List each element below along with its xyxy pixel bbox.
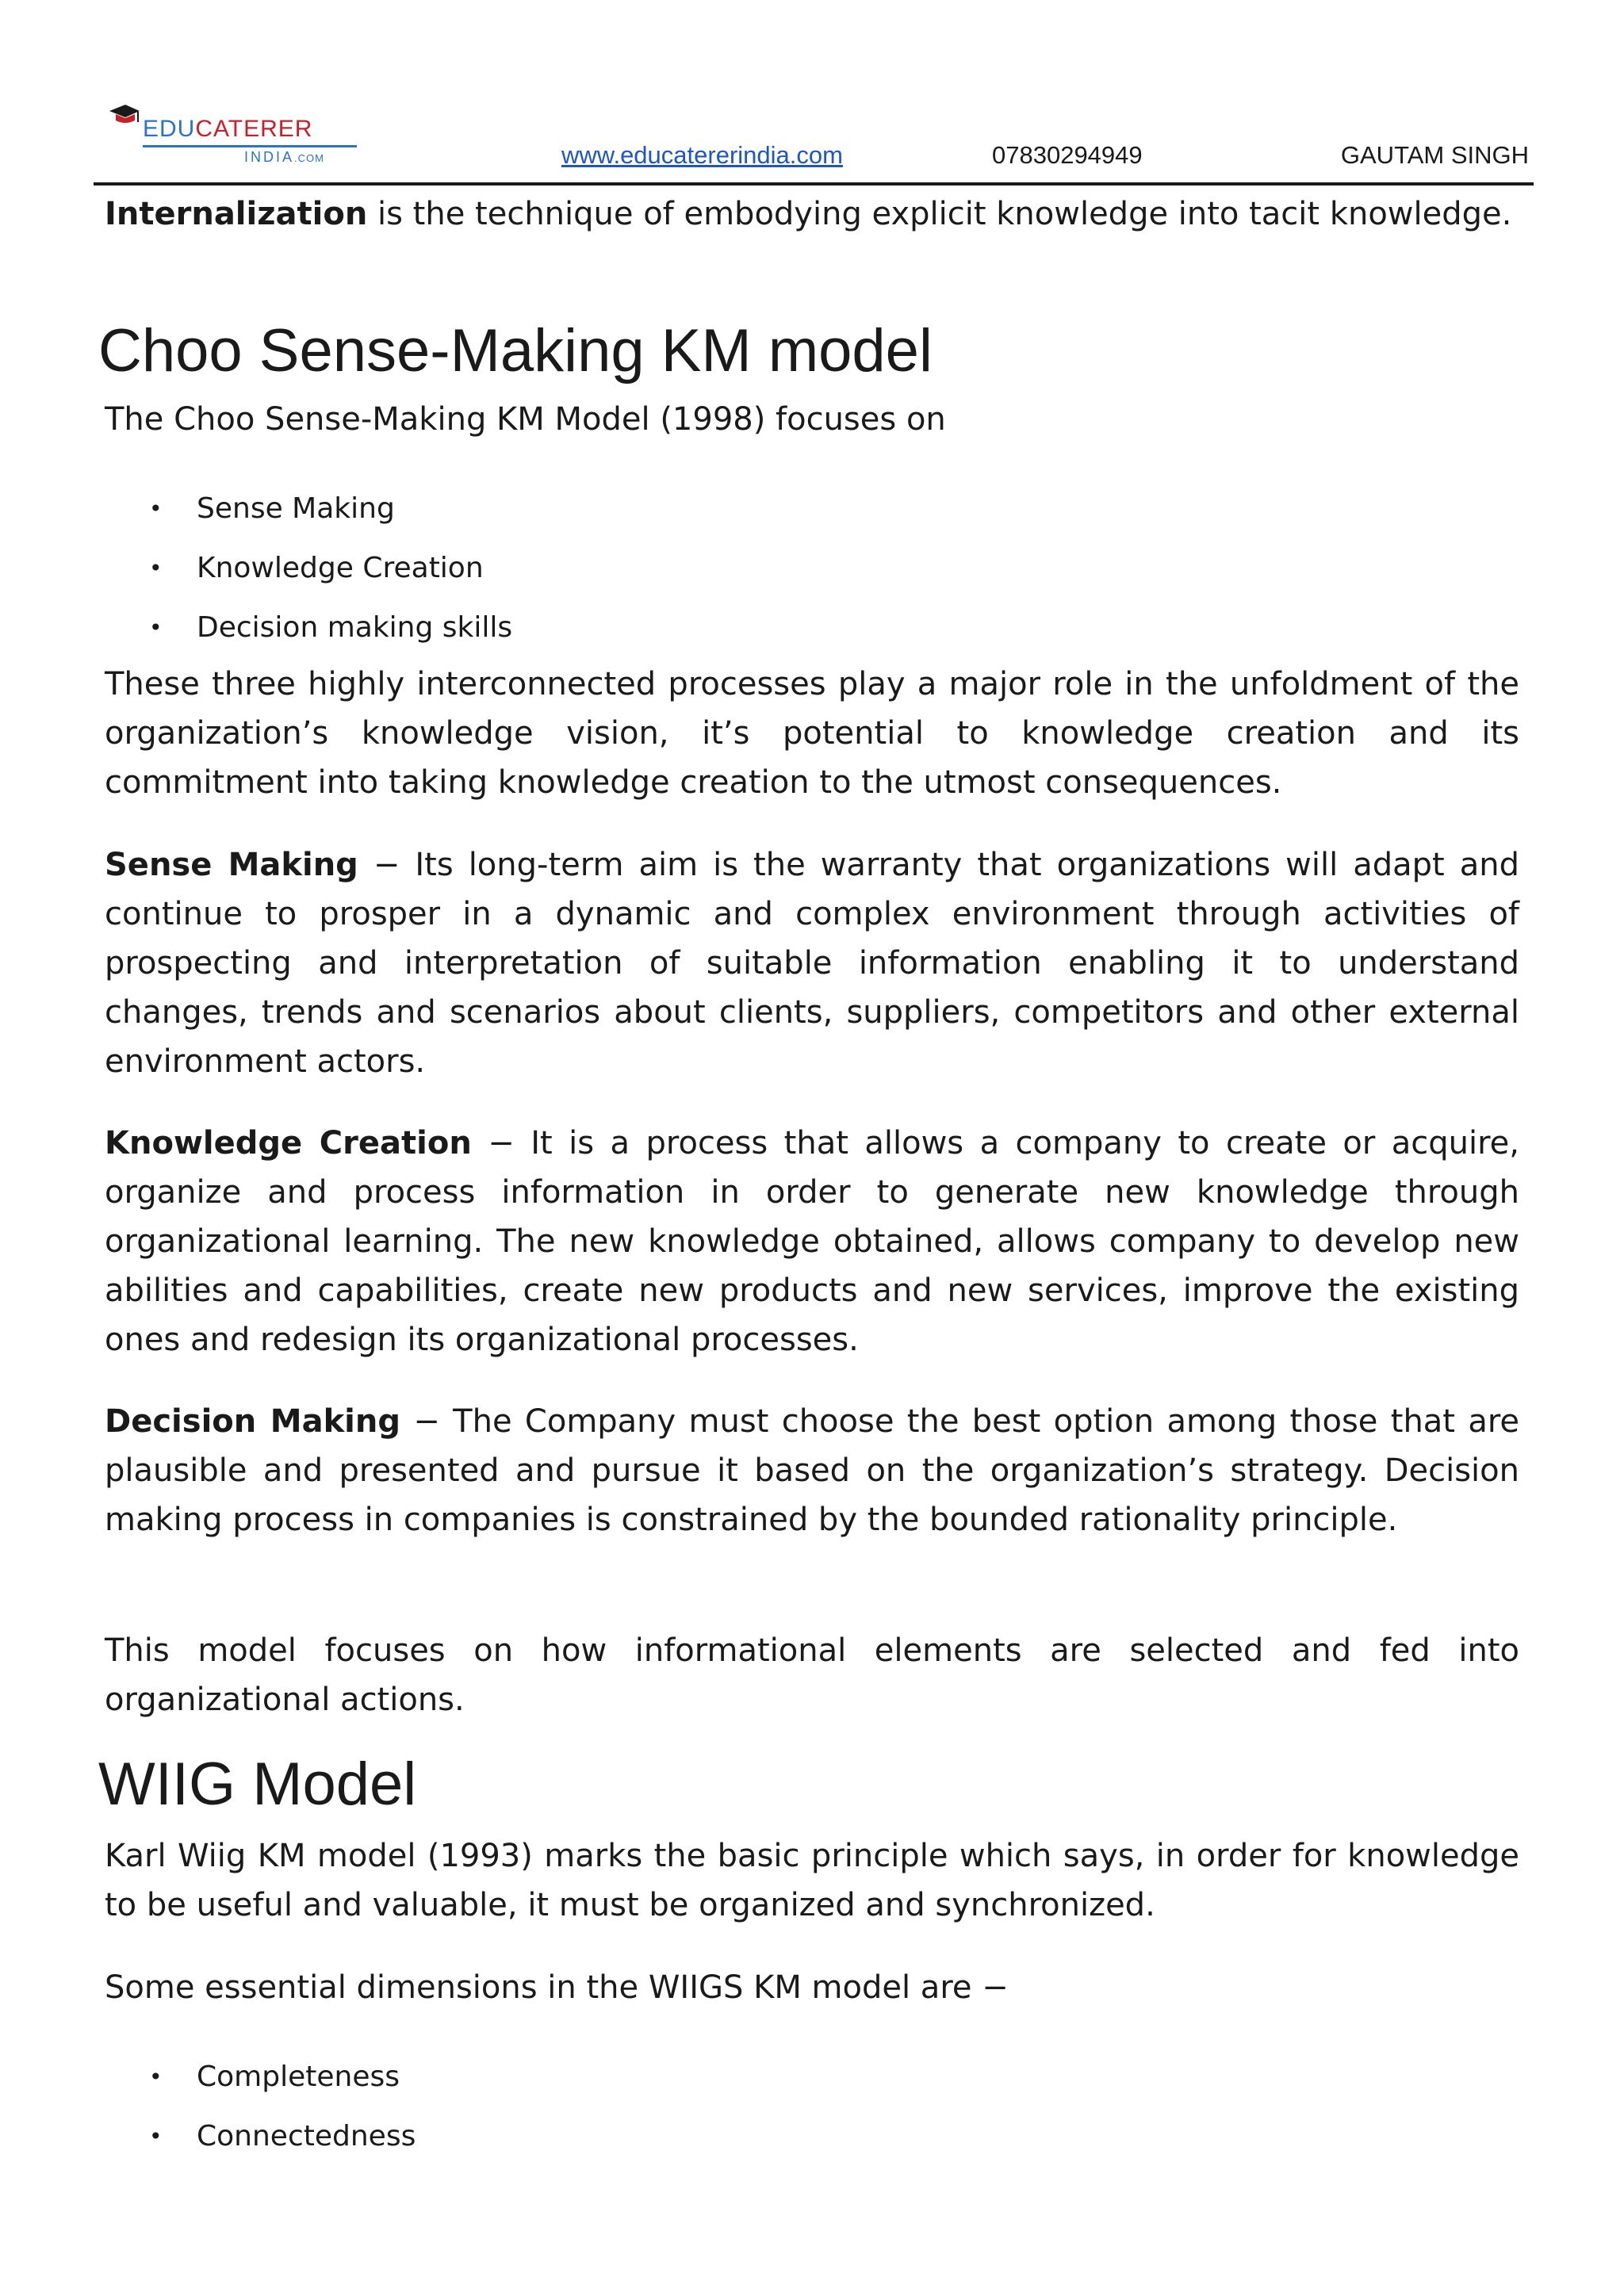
- logo-underline: [143, 145, 357, 147]
- list-item: • Knowledge Creation: [105, 546, 512, 606]
- graduation-cap-icon: [108, 103, 141, 127]
- logo-wordmark: EDUCATERER: [143, 116, 313, 142]
- bullet-icon: •: [149, 2064, 163, 2090]
- bullet-icon: •: [149, 496, 163, 522]
- knowledge-creation-term: Knowledge Creation: [105, 1125, 472, 1161]
- educaterer-logo: [102, 100, 371, 171]
- sense-making-term: Sense Making: [105, 847, 358, 883]
- internalization-term: Internalization: [105, 196, 368, 232]
- list-item: • Sense Making: [105, 487, 512, 546]
- website-link[interactable]: www.educatererindia.com: [561, 141, 843, 169]
- bullet-icon: •: [149, 2123, 163, 2149]
- sense-making-paragraph: Sense Making − Its long-term aim is the warranty that organizations will adapt and continue to prosper in a dynamic and complex environment through activities of prospecting and interpretation of suitable information enabling it to understand changes, trends and scenarios about clients, suppliers, competitors and other external environment actors.: [105, 847, 1520, 1080]
- phone-number: 07830294949: [992, 141, 1143, 169]
- choo-lead-paragraph: The Choo Sense-Making KM Model (1998) focuses on: [105, 401, 946, 438]
- logo-subtext: INDIA.COM: [244, 149, 324, 165]
- bullet-icon: •: [149, 614, 163, 641]
- author-name: GAUTAM SINGH: [1340, 141, 1529, 169]
- bullet-icon: •: [149, 555, 163, 581]
- wiig-bullet-list: [105, 2055, 416, 2174]
- knowledge-creation-paragraph: Knowledge Creation − It is a process that allows a company to create or acquire, organize and process information in order to generate new knowledge through organizational learning. The new knowledge obtained, allows company to develop new abilities and capabilities, create new products and new services, improve the existing ones and redesign its organizational processes.: [105, 1125, 1519, 1358]
- section-heading-wiig: WIIG Model: [98, 1751, 417, 1818]
- choo-bullet-list: [105, 487, 512, 665]
- choo-processes-paragraph: These three highly interconnected processes play a major role in the unfoldment of the organization’s knowledge vision, it’s potential to knowledge creation and its commitment into taking knowledge creation to the utmost consequences.: [105, 666, 1519, 801]
- decision-making-term: Decision Making: [105, 1403, 400, 1440]
- internalization-text: is the technique of embodying explicit knowledge into tacit knowledge.: [367, 196, 1512, 232]
- page-header: [94, 94, 1534, 186]
- decision-making-paragraph: Decision Making − The Company must choose the best option among those that are plausible and presented and pursue it based on the organization’s strategy. Decision making process in companies is constrained by the bounded rationality principle.: [105, 1403, 1520, 1538]
- wiig-intro-paragraph: Karl Wiig KM model (1993) marks the basic principle which says, in order for knowledge to be useful and valuable, it must be organized and synchronized.: [105, 1838, 1519, 1923]
- model-focus-paragraph: This model focuses on how informational elements are selected and fed into organizational actions.: [105, 1632, 1519, 1718]
- internalization-paragraph: [105, 189, 1519, 239]
- section-heading-choo: Choo Sense-Making KM model: [98, 317, 933, 385]
- list-item: • Completeness: [105, 2055, 416, 2114]
- list-item: • Decision making skills: [105, 606, 512, 665]
- list-item: • Connectedness: [105, 2114, 416, 2174]
- wiig-dimensions-lead: Some essential dimensions in the WIIGS KM model are −: [105, 1969, 1009, 2006]
